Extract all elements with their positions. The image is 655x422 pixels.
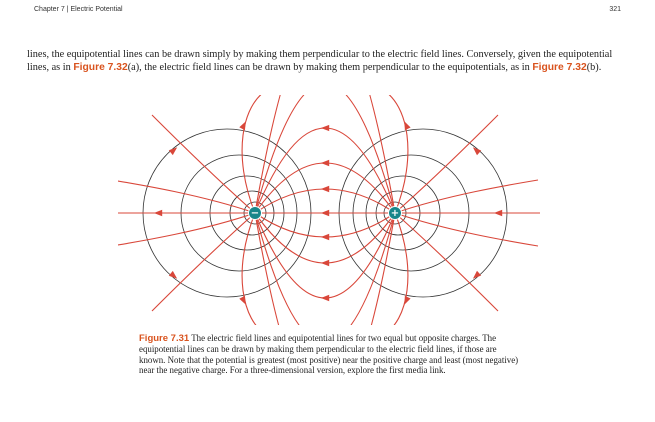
field-line: [255, 213, 395, 237]
positive-charge: [389, 207, 402, 220]
field-arrows: [154, 95, 502, 325]
field-arrow: [321, 234, 329, 240]
field-arrow: [321, 186, 329, 192]
field-arrow: [321, 125, 329, 131]
field-line: [255, 95, 395, 213]
paragraph-text-2: (a), the electric field lines can be drawn by making them perpendicular to the equipotentials, as in: [127, 61, 533, 73]
positive-charge-symbol: +: [390, 208, 400, 219]
paragraph-text-3: (b).: [586, 61, 602, 73]
field-arrow: [321, 210, 329, 216]
caption-label: Figure 7.31: [139, 333, 190, 344]
field-arrow: [321, 260, 329, 266]
body-paragraph: [27, 49, 627, 74]
caption-text: The electric field lines and equipotential lines for two equal but opposite charges. The equipotential lines can be drawn by making them perpendicular to the electric field lines, if those are known. Note that the potential is greatest (most positive) near the positive charge and least (most negative) near the negative charge. For a three-dimensional version, explore the first media link.: [139, 333, 519, 376]
field-line: [255, 213, 395, 325]
field-arrow: [404, 121, 410, 130]
field-arrow: [154, 210, 162, 216]
field-arrow: [321, 160, 329, 166]
field-arrow: [321, 295, 329, 301]
field-arrow: [494, 210, 502, 216]
page-number: 321: [609, 6, 621, 13]
figure-caption: [139, 333, 519, 376]
field-line: [255, 213, 395, 325]
chapter-header: Chapter 7 | Electric Potential: [34, 6, 123, 13]
field-arrow: [404, 296, 410, 305]
field-line: [118, 213, 255, 246]
paragraph-text-1: lines, the equipotential lines can be drawn simply by making them perpendicular to the electric field lines. Conversely, given the equipotential lines, as in: [27, 49, 613, 73]
field-arrow: [239, 296, 246, 305]
field-arrow: [239, 121, 246, 130]
field-line: [255, 189, 395, 213]
field-line: [118, 180, 255, 213]
field-lines-diagram: [118, 95, 540, 325]
figure-link-7-32b[interactable]: Figure 7.32: [532, 61, 587, 73]
negative-charge: [249, 207, 262, 220]
figure-link-7-32a[interactable]: Figure 7.32: [73, 61, 128, 73]
negative-charge-symbol: −: [250, 208, 260, 219]
